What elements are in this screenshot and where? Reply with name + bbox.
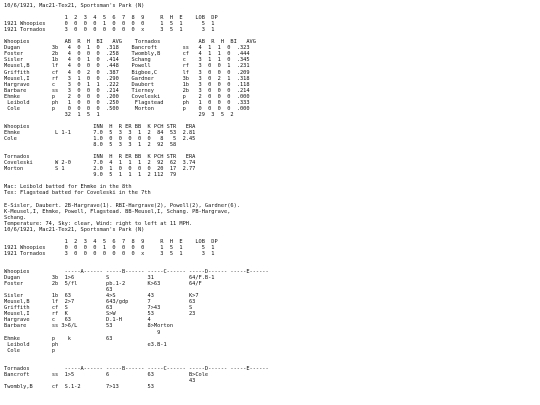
text-line: 10/6/1921, Mac21-Tex21, Sportsman's Park (N)	[4, 3, 145, 9]
text-line: 43	[4, 377, 196, 384]
text-line: 10/6/1921, Mac21-Tex21, Sportsman's Park (N)	[4, 226, 145, 233]
text-line: 1921 Tornados 3 0 0 0 0 0 0 0 x 3 5 1 3 1	[4, 250, 215, 257]
text-line: Meusel,I rf 3 1 0 0 .290 Gardner 3b 3 0 2 1 .318	[4, 75, 250, 82]
text-line: Morton S 1 2.0 1 0 0 0 0 20 17 2.77	[4, 166, 196, 173]
text-line: Griffith cf S 63 7>43 S	[4, 305, 193, 312]
text-line: Ehmke p k 63	[4, 335, 113, 342]
text-line: Tornados -----A------ -----B------ -----C------ -----D------ -----E------	[4, 365, 269, 372]
text-line: Dugan 3b 1>6 S 31 64/F.B-1	[4, 275, 215, 282]
text-line: 1 2 3 4 5 6 7 8 9 R H E LOB DP	[4, 238, 218, 245]
text-line: Ehmke p 2 0 0 0 .200 Coveleski p 2 0 0 0 .000	[4, 93, 250, 100]
text-line: E-Sisler, Daubert. 2B-Hargrave(1). RBI-Hargrave(2), Powell(2), Gardner(6).	[4, 202, 240, 209]
text-line: 1921 Whoopies 0 0 0 0 1 0 0 0 0 1 5 1 5 1	[4, 21, 215, 28]
text-line: 1921 Tornados 3 0 0 0 0 0 0 0 x 3 5 1 3 1	[4, 27, 215, 34]
text-line: Sisler 1b 4 0 1 0 .414 Schang c 3 1 1 0 .345	[4, 57, 250, 64]
text-line: Sisler 1b 63 4>S 43 K>7	[4, 293, 199, 300]
text-line: 1 2 3 4 5 6 7 8 9 R H E LOB DP	[4, 15, 218, 22]
text-line: Mac: Leibold batted for Ehmke in the 8th	[4, 184, 132, 191]
text-line: Tex: Flagstead batted for Coveleski in the 7th	[4, 190, 151, 197]
text-line: Whoopies INN H R ER BB K PCH STR ERA	[4, 123, 196, 130]
text-line: Leibold ph 1 0 0 0 .250 Flagstead ph 1 0 0 0 .333	[4, 99, 250, 106]
text-line: Whoopies AB R H BI AVG Tornados AB R H BI AVG	[4, 39, 256, 46]
text-line: Cole 1.0 0 0 0 0 0 8 5 2.45	[4, 136, 196, 143]
text-line: Temperature: 74, Sky: clear, Wind: right to left at 11 MPH.	[4, 220, 193, 227]
text-line: Griffith cf 4 0 2 0 .387 Bigbee,C lf 3 0 0 0 .209	[4, 69, 250, 76]
text-line: Tornados INN H R ER BB K PCH STR ERA	[4, 154, 196, 161]
text-line: 9.0 5 1 1 1 2 112 79	[4, 172, 177, 179]
text-line: Bancroft ss 1>5 6 63 B>Cole	[4, 371, 209, 378]
text-line: 1921 Whoopies 0 0 0 0 1 0 0 0 0 1 5 1 5 1	[4, 244, 215, 251]
text-line: Schang.	[4, 214, 27, 221]
text-line: Dugan 3b 4 0 1 0 .318 Bancroft ss 4 1 1 0 .323	[4, 45, 250, 52]
text-line: Barbare ss 3 0 0 0 .214 Tierney 2b 3 0 0 0 .214	[4, 87, 250, 94]
text-line: Cole p 0 0 0 0 .500 Morton p 0 0 0 0 .000	[4, 105, 250, 112]
text-line: Coveleski W 2-0 7.0 4 1 1 1 2 92 62 3.74	[4, 160, 196, 167]
text-line: 8.0 5 3 3 1 2 92 58	[4, 142, 177, 149]
text-line: 9	[4, 329, 161, 336]
text-line: 32 1 5 1 29 3 5 2	[4, 111, 234, 118]
text-line: Leibold ph e3.B-1	[4, 341, 167, 348]
text-line: K-Meusel,I, Ehmke, Powell, Flagstead. BB-Meusel,I, Schang. PB-Hargrave,	[4, 208, 231, 215]
text-line: Whoopies -----A------ -----B------ -----C------ -----D------ -----E------	[4, 269, 269, 276]
text-line: Hargrave c 63 D.1-H 4	[4, 317, 151, 324]
text-line: Meusel,B lf 4 0 0 0 .448 Powell rf 3 0 0 1 .231	[4, 63, 250, 70]
text-line: Foster 2b 5/fl pb.1-2 K>63 64/F	[4, 281, 202, 288]
text-line: Meusel,B lf 2>7 643/gdp 7 63	[4, 299, 196, 306]
text-line: Foster 2b 4 0 0 0 .258 Twombly,B cf 4 1 1 0 .444	[4, 51, 250, 58]
text-line: Barbare ss 3>6/L 53 8>Morton	[4, 323, 174, 330]
text-line: Meusel,I rf K S>W 53 23	[4, 311, 196, 318]
text-line: Twombly,B cf S.1-2 7>13 53	[4, 383, 154, 390]
text-line: Hargrave c 3 0 1 1 .222 Daubert 1b 3 0 0 0 .118	[4, 81, 250, 88]
text-line: Cole p	[4, 347, 56, 354]
text-line: Ehmke L 1-1 7.0 5 3 3 1 2 84 53 2.81	[4, 129, 196, 136]
text-line: 63	[4, 287, 113, 294]
